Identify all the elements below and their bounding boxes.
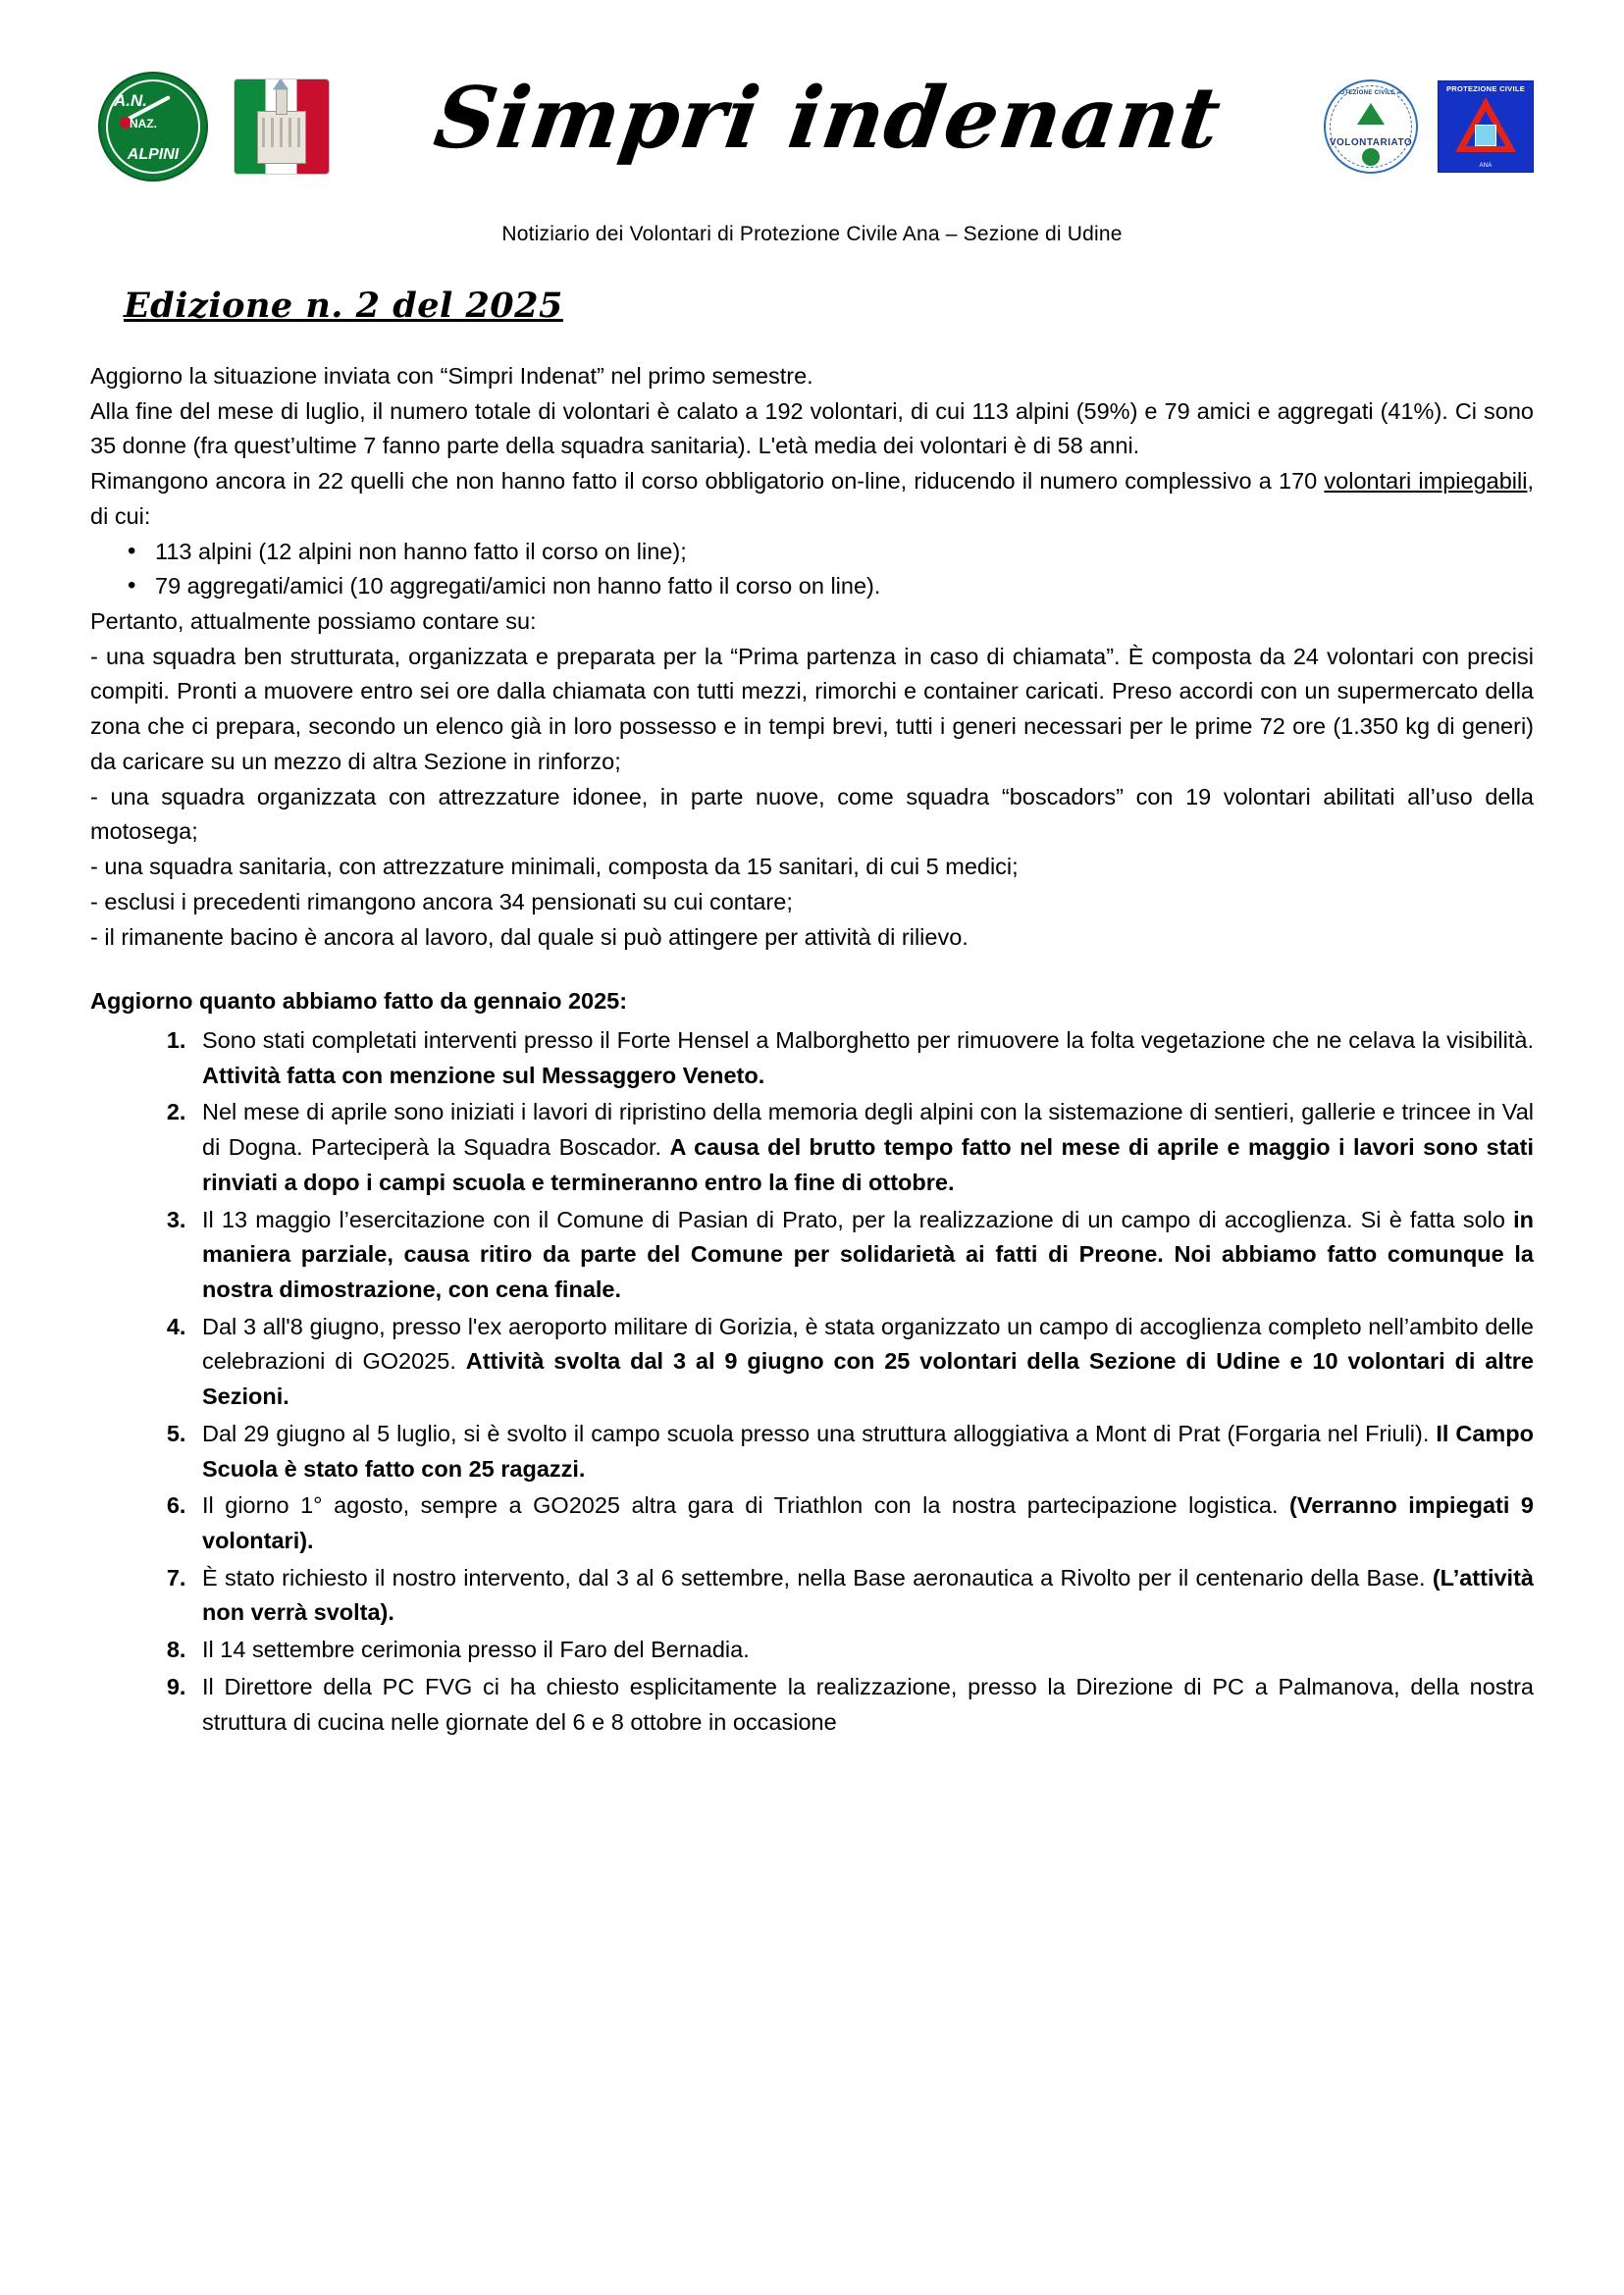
newsletter-subtitle: Notiziario dei Volontari di Protezione Civile Ana – Sezione di Udine [501,223,1123,245]
item-bold-text: (L’attività non verrà svolta). [202,1564,1534,1626]
activities-numbered-list [90,1023,1534,1740]
pc-logo-bottom-text: ANA [1479,162,1493,169]
item-text: Il 13 maggio l’esercitazione con il Comune di Pasian di Prato, per la realizzazione di un campo di accoglienza. Si è fatta solo [202,1206,1514,1232]
protezione-civile-logo-icon [1438,80,1534,173]
list-item [192,1203,1534,1308]
list-item [192,1310,1534,1415]
intro-paragraph-3 [90,464,1534,534]
list-item [192,1417,1534,1487]
item-text: Il 14 settembre cerimonia presso il Faro del Bernadia. [202,1637,750,1663]
logo-row [90,45,1534,207]
list-item: • 113 alpini (12 alpini non hanno fatto il corso on line); [155,535,1534,570]
list-item [192,1670,1534,1740]
intro-p3-underlined: volontari impiegabili [1324,468,1528,495]
ana-logo-line3: ALPINI [127,145,180,163]
intro-paragraph-2: Alla fine del mese di luglio, il numero totale di volontari è calato a 192 volontari, di cui 113 alpini (59%) e 79 amici e aggregati (41%). Ci sono 35 donne (fra quest’ultime 7 fanno parte della squadra sanitaria). L'età media dei volontari è di 58 anni. [90,397,1534,459]
intro-paragraph-4: Pertanto, attualmente possiamo contare su: [90,608,537,635]
pc-logo-top-text: PROTEZIONE CIVILE [1445,83,1526,93]
ana-logo-line1: A.N. [114,90,147,110]
item-text: Il Direttore della PC FVG ci ha chiesto esplicitamente la realizzazione, presso la Direzione di PC a Palmanova, della nostra struttura di cucina nelle giornate del 6 e 8 ottobre in occasione [202,1673,1534,1735]
ana-logo-line2: NAZ. [130,116,157,130]
item-text: Dal 29 giugno al 5 luglio, si è svolto il campo scuola presso una struttura alloggiativa a Mont di Prat (Forgaria nel Friuli). [202,1420,1437,1446]
list-item: • 79 aggregati/amici (10 aggregati/amici non hanno fatto il corso on line). [155,569,1534,604]
udine-section-logo-icon [234,78,330,175]
list-item [192,1488,1534,1558]
volunteer-breakdown-list [90,535,1534,604]
item-text: È stato richiesto il nostro intervento, dal 3 al 6 settembre, nella Base aeronautica a Rivolto per il centenario della Base. [202,1564,1433,1591]
item-text: Sono stati completati interventi presso il Forte Hensel a Malborghetto per rimuovere la folta vegetazione che ne celava la visibilità. [202,1026,1534,1053]
item-bold-text: Attività fatta con menzione sul Messaggero Veneto. [202,1062,765,1088]
ana-alpini-logo-icon [98,72,208,182]
document-header [90,45,1534,217]
section-heading: Aggiorno quanto abbiamo fatto da gennaio 2025: [90,988,628,1015]
volontariato-logo-top-text: PROTEZIONE CIVILE ANA [1331,89,1411,96]
item-bold-text: Il Campo Scuola è stato fatto con 25 ragazzi. [202,1420,1535,1482]
list-item [192,1023,1534,1093]
intro-p3-part-a: Rimangono ancora in 22 quelli che non hanno fatto il corso obbligatorio on-line, riducendo il numero complessivo a 170 [90,468,1325,495]
capability-dash-5: - il rimanente bacino è ancora al lavoro, dal quale si può attingere per attività di rilievo. [90,923,969,950]
capability-dash-1: - una squadra ben strutturata, organizzata e preparata per la “Prima partenza in caso di chiamata”. È composta da 24 volontari con precisi compiti. Pronti a muovere entro sei ore dalla chiamata con tutti mezzi, rimorchi e container caricati. Preso accordi con un supermercato della zona che ci prepara, secondo un elenco già in loro possesso e in tempi brevi, tutti i generi necessari per le prime 72 ore (1.350 kg di generi) da caricare su un mezzo di altra Sezione in rinforzo; [90,643,1534,774]
list-item [192,1633,1534,1668]
intro-p3-part-b: , di cui: [90,468,1534,529]
masthead-title: Simpri indenant [428,68,1228,168]
item-bold-text: in maniera parziale, causa ritiro da parte del Comune per solidarietà ai fatti di Preone. Noi abbiamo fatto comunque la nostra dimostrazione, con cena finale. [202,1206,1534,1302]
body-text [90,359,1534,1740]
item-bold-text: A causa del brutto tempo fatto nel mese di aprile e maggio i lavori sono stati rinviati a dopo i campi scuola e termineranno entro la fine di ottobre. [202,1134,1534,1195]
item-bold-text: (Verranno impiegati 9 volontari). [202,1492,1534,1553]
list-item [192,1561,1534,1631]
capability-dash-4: - esclusi i precedenti rimangono ancora 34 pensionati su cui contare; [90,888,793,914]
item-text: Dal 3 all'8 giugno, presso l'ex aeroporto militare di Gorizia, è stata organizzato un campo di accoglienza completo nell’ambito delle celebrazioni di GO2025. [202,1313,1534,1375]
volontariato-logo-word: VOLONTARIATO [1329,136,1413,148]
item-text: Nel mese di aprile sono iniziati i lavori di ripristino della memoria degli alpini con la sistemazione di sentieri, gallerie e trincee in Val di Dogna. Parteciperà la Squadra Boscador. [202,1099,1534,1161]
volontariato-logo-icon [1324,79,1418,174]
item-text: Il giorno 1° agosto, sempre a GO2025 altra gara di Triathlon con la nostra partecipazione logistica. [202,1492,1290,1519]
item-bold-text: Attività svolta dal 3 al 9 giugno con 25 volontari della Sezione di Udine e 10 volontari di altre Sezioni. [202,1348,1534,1410]
list-item [192,1095,1534,1200]
edition-title: Edizione n. 2 del 2025 [124,286,563,326]
intro-paragraph-1: Aggiorno la situazione inviata con “Simpri Indenat” nel primo semestre. [90,363,813,389]
capability-dash-3: - una squadra sanitaria, con attrezzature minimali, composta da 15 sanitari, di cui 5 medici; [90,854,1019,880]
capability-dash-2: - una squadra organizzata con attrezzature idonee, in parte nuove, come squadra “boscadors” con 19 volontari abilitati all’uso della motosega; [90,783,1534,845]
